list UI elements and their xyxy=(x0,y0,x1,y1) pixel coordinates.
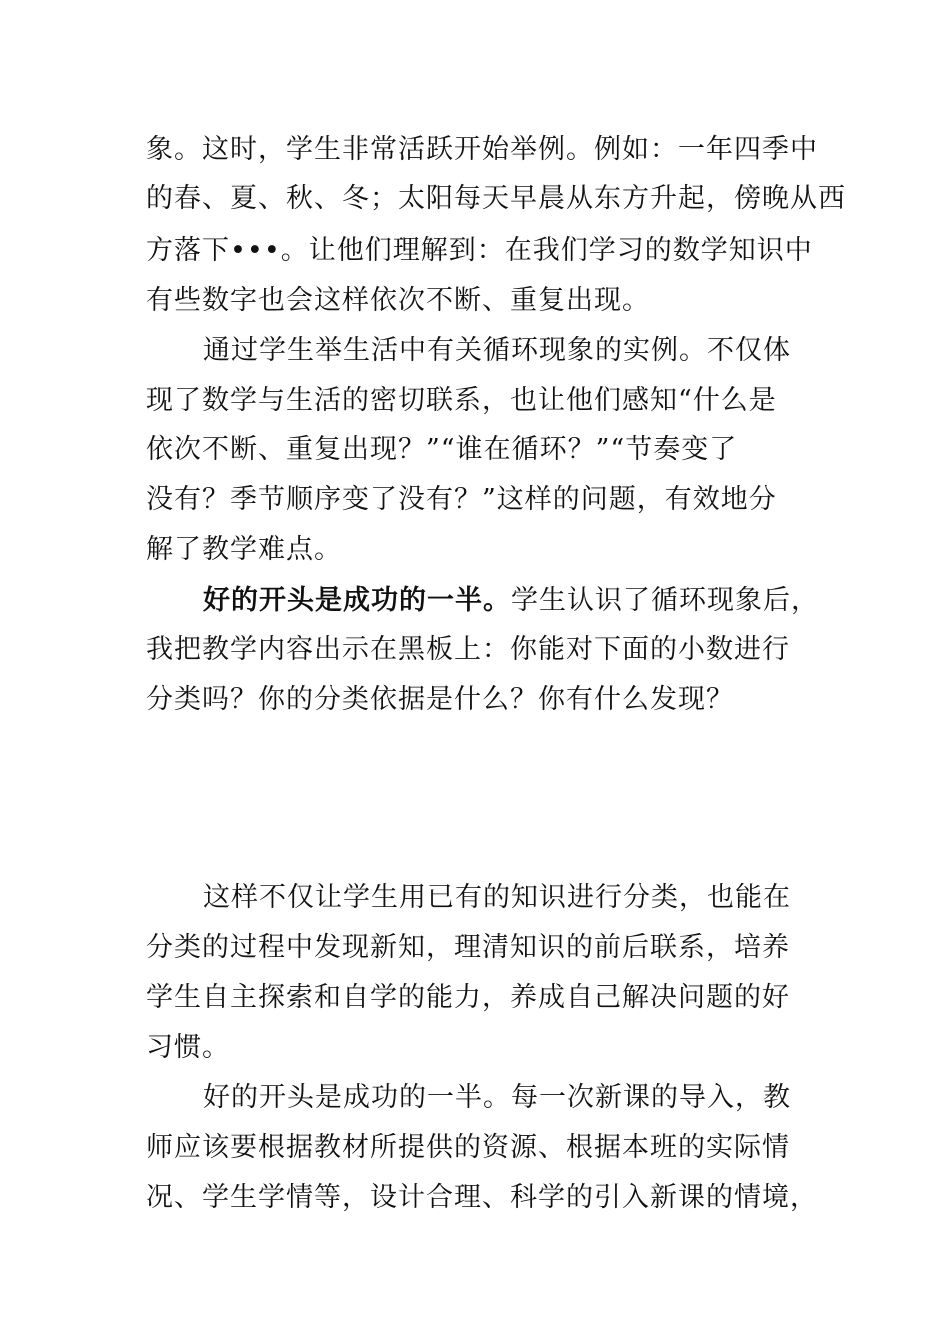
text-line: 通过学生举生活中有关循环现象的实例。不仅体 xyxy=(203,335,791,366)
text-line: 没有？季节顺序变了没有？”这样的问题，有效地分 xyxy=(146,484,777,515)
bold-lead-sentence: 好的开头是成功的一半。 xyxy=(203,585,511,616)
text-line: 有些数字也会这样依次不断、重复出现。 xyxy=(146,285,650,316)
text-line: 这样不仅让学生用已有的知识进行分类，也能在 xyxy=(203,882,791,913)
text-line: 方落下•••。让他们理解到：在我们学习的数学知识中 xyxy=(146,235,813,266)
text-line: 师应该要根据教材所提供的资源、根据本班的实际情 xyxy=(146,1132,790,1163)
text-line: 现了数学与生活的密切联系，也让他们感知“什么是 xyxy=(146,385,777,416)
text-line: 象。这时，学生非常活跃开始举例。例如：一年四季中 xyxy=(146,134,818,165)
text-line: 况、学生学情等，设计合理、科学的引入新课的情境， xyxy=(146,1182,818,1213)
text-line: 习惯。 xyxy=(146,1032,230,1063)
text-line: 分类吗？你的分类依据是什么？你有什么发现？ xyxy=(146,684,734,715)
text-line: 我把教学内容出示在黑板上：你能对下面的小数进行 xyxy=(146,634,790,665)
text-line: 解了教学难点。 xyxy=(146,534,342,565)
text-line: 依次不断、重复出现？”“谁在循环？”“节奏变了 xyxy=(146,434,738,465)
text-line: 好的开头是成功的一半。每一次新课的导入，教 xyxy=(203,1082,791,1113)
text-line: 学生自主探索和自学的能力，养成自己解决问题的好 xyxy=(146,982,790,1013)
text-span: 学生认识了循环现象后， xyxy=(511,585,819,616)
text-line: 分类的过程中发现新知，理清知识的前后联系，培养 xyxy=(146,932,790,963)
text-line xyxy=(203,583,819,619)
text-line: 的春、夏、秋、冬；太阳每天早晨从东方升起，傍晚从西 xyxy=(146,183,846,214)
